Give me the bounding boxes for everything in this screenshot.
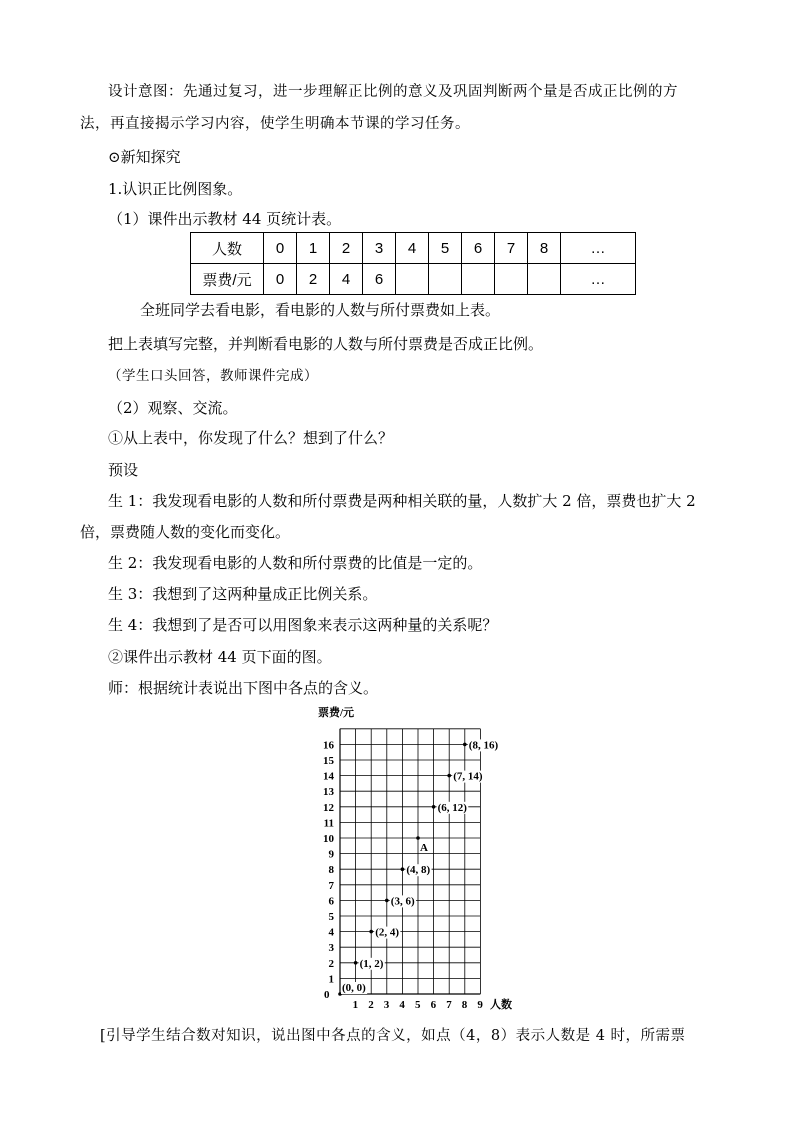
x-tick-label: 5	[415, 999, 421, 1011]
y-tick-label: 14	[323, 770, 334, 783]
point-label: (1, 2)	[359, 957, 384, 970]
x-tick-label: 4	[399, 999, 405, 1011]
table-cell: 6	[462, 233, 495, 264]
y-tick-label: 3	[328, 942, 334, 955]
y-tick-label: 10	[323, 833, 334, 845]
x-axis-label: 人数	[490, 999, 512, 1011]
y-tick-label: 7	[328, 879, 334, 892]
ticket-fee-chart	[310, 700, 520, 1015]
student-2: 生 2：我发现看电影的人数和所付票费的比值是一定的。	[108, 554, 483, 572]
table-cell: 4	[396, 233, 429, 264]
y-tick-label: 1	[328, 973, 334, 986]
point-label: (6, 12)	[437, 801, 467, 814]
table-cell-empty	[429, 264, 462, 295]
design-intent-line-1: 设计意图：先通过复习，进一步理解正比例的意义及巩固判断两个量是否成正比例的方	[108, 84, 678, 100]
table-cell: 6	[363, 264, 396, 295]
table-row	[191, 264, 636, 295]
y-tick-label: 2	[328, 957, 334, 970]
row-header-fee: 票费/元	[191, 264, 264, 295]
statistics-table	[190, 232, 636, 295]
table-cell: 5	[429, 233, 462, 264]
table-cell: 3	[363, 233, 396, 264]
y-tick-label: 13	[323, 786, 334, 799]
point-label: (3, 6)	[390, 895, 415, 908]
table-cell-ellipsis: …	[561, 264, 636, 295]
preset-heading: 预设	[108, 461, 139, 479]
question-2: ②课件出示教材 44 页下面的图。	[108, 648, 332, 666]
grid	[340, 729, 480, 994]
data-point	[416, 836, 420, 840]
y-tick-label: 15	[323, 755, 334, 767]
x-tick-label: 7	[446, 999, 452, 1011]
table-cell: 0	[264, 264, 297, 295]
data-point	[432, 805, 436, 809]
x-tick-label: 8	[461, 999, 468, 1011]
table-cell: 0	[264, 233, 297, 264]
data-point	[369, 930, 373, 934]
point-label: (7, 14)	[453, 770, 483, 783]
origin-label: 0	[324, 989, 330, 1001]
y-tick-label: 9	[328, 848, 334, 861]
y-tick-label: 6	[328, 895, 334, 908]
x-tick-label: 3	[383, 999, 390, 1011]
table-cell: 8	[528, 233, 561, 264]
teacher-prompt: 师：根据统计表说出下图中各点的含义。	[108, 679, 379, 697]
data-point	[447, 774, 451, 778]
point-label: A	[420, 842, 428, 854]
data-point	[385, 899, 389, 903]
y-tick-label: 12	[323, 801, 334, 814]
step-1: （1）课件出示教材 44 页统计表。	[108, 210, 342, 228]
item-1-title: 1.认识正比例图象。	[108, 180, 243, 198]
table-cell-empty	[528, 264, 561, 295]
table-cell: 2	[297, 264, 330, 295]
table-caption: 全班同学去看电影，看电影的人数与所付票费如上表。	[140, 301, 501, 319]
point-label: (0, 0)	[342, 982, 366, 994]
data-point	[354, 961, 358, 965]
student-1-line-1: 生 1：我发现看电影的人数和所付票费是两种相关联的量，人数扩大 2 倍，票费也扩大 2	[108, 492, 696, 510]
section-title: ⊙新知探究	[108, 148, 181, 166]
row-header-people: 人数	[191, 233, 264, 264]
guide-text: [引导学生结合数对知识，说出图中各点的含义，如点（4，8）表示人数是 4 时，所需票	[100, 1028, 686, 1044]
y-tick-label: 4	[328, 926, 334, 939]
table-cell-empty	[396, 264, 429, 295]
point-label: (2, 4)	[375, 926, 400, 939]
step-2: （2）观察、交流。	[108, 399, 238, 417]
table-cell-empty	[495, 264, 528, 295]
table-cell: 1	[297, 233, 330, 264]
data-points	[338, 739, 499, 995]
table-cell: 4	[330, 264, 363, 295]
table-cell: 2	[330, 233, 363, 264]
y-axis-label: 票费/元	[318, 707, 355, 719]
student-4: 生 4：我想到了是否可以用图象来表示这两种量的关系呢？	[108, 616, 498, 634]
x-tick-label: 1	[352, 999, 359, 1011]
student-3: 生 3：我想到了这两种量成正比例关系。	[108, 585, 378, 603]
data-point	[401, 867, 405, 871]
x-tick-label: 9	[477, 999, 483, 1011]
table-cell: 7	[495, 233, 528, 264]
question-1: ①从上表中，你发现了什么？想到了什么？	[108, 429, 394, 447]
y-tick-label: 5	[328, 911, 334, 923]
table-cell-ellipsis: …	[561, 233, 636, 264]
student-1-line-2: 倍，票费随人数的变化而变化。	[80, 523, 291, 541]
design-intent-line-2: 法，再直接揭示学习内容，使学生明确本节课的学习任务。	[80, 116, 470, 132]
x-tick-label: 6	[430, 999, 437, 1011]
table-row	[191, 233, 636, 264]
data-point	[463, 743, 467, 747]
table-cell-empty	[462, 264, 495, 295]
task-text: 把上表填写完整，并判断看电影的人数与所付票费是否成正比例。	[108, 335, 544, 353]
y-tick-label: 8	[328, 864, 334, 877]
point-label: (8, 16)	[468, 739, 499, 752]
note-text: （学生口头回答，教师课件完成）	[108, 368, 318, 384]
point-label: (4, 8)	[406, 864, 431, 877]
y-tick-label: 11	[323, 817, 334, 830]
y-tick-label: 16	[323, 739, 334, 752]
x-tick-label: 2	[368, 999, 374, 1011]
